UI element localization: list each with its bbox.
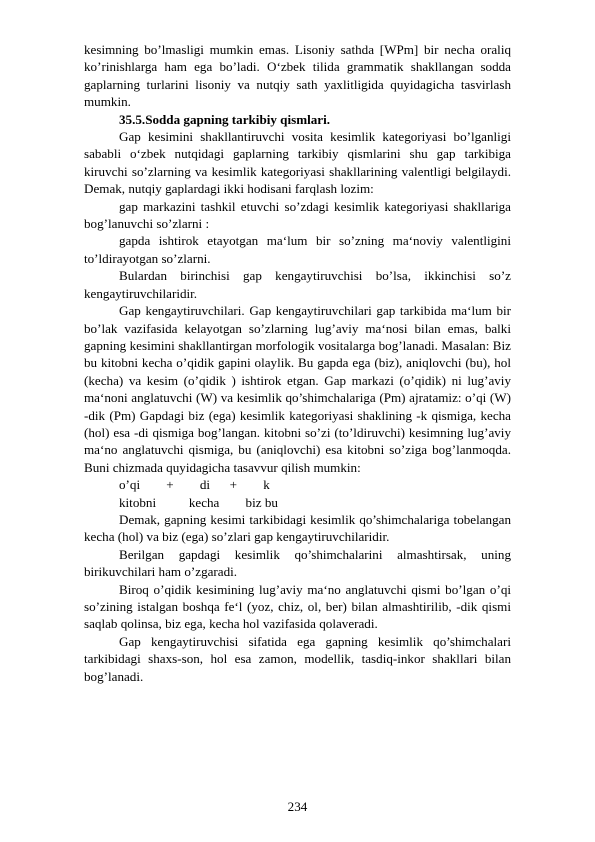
paragraph: Gap kengaytiruvchilari. Gap kengaytiruvchilari gap tarkibida ma‘lum bir bo’lak vazifasida kelayotgan so’zlarning lug’aviy ma‘nosi bilan emas, balki gapning kesimini shakllantirgan morfologik vositalarga bog’lanadi. Masalan: Biz bu kitobni kecha o’qidik gapini olaylik. Bu gapda ega (biz), aniqlovchi (bu), hol (kecha) va kesim (o’qidik ) ishtirok etgan. Gap markazi (o’qidik) ni lug’aviy ma‘noni anglatuvchi (W) va kesimlik qo’shimchalariga (Pm) ajratamiz: o’qi (W) -dik (Pm) Gapdagi biz (ega) kesimlik kategoriyasi shaklining -k qismiga, kecha (hol) esa -di qismiga bog’langan. kitobni so’zi (to’ldiruvchi) kesimning lug’aviy ma‘no anglatuvchi qismiga, bu (aniqlovchi) esa kitobni so’ziga bog’lanmoqda. Buni chizmada quyidagicha tasavvur qilish mumkin: bbox=[84, 303, 511, 475]
paragraph: gap markazini tashkil etuvchi so’zdagi kesimlik kategoriyasi shakllariga bog’lanuvchi so’zlarni : bbox=[84, 198, 511, 232]
page-body bbox=[84, 41, 511, 685]
section-heading: 35.5.Sodda gapning tarkibiy qismlari. bbox=[119, 111, 331, 127]
paragraph: Gap kesimini shakllantiruvchi vosita kesimlik kategoriyasi bo’lganligi sababli o‘zbek nutqidagi gaplarning tarkibiy qismlarini shu gap tarkibiga kiruvchi so’zlarning va kesimlik kategoriyasi shakllarining valentligi belgilaydi. Demak, nutqiy gaplardagi ikki hodisani farqlash lozim: bbox=[84, 129, 511, 197]
paragraph: Bulardan birinchisi gap kengaytiruvchisi bo’lsa, ikkinchisi so’z kengaytiruvchilaridir. bbox=[84, 268, 511, 301]
scheme-line-1: o’qi + di + k bbox=[119, 477, 270, 493]
scheme-line-2: kitobni kecha biz bu bbox=[119, 494, 278, 510]
paragraph: kesimning bo’lmasligi mumkin emas. Lisoniy sathda [WPm] bir necha oraliq ko’rinishlarga ham ega bo’ladi. O‘zbek tilida grammatik shakllangan sodda gaplarning turlarini lisoniy va nutqiy sath yaxlitligida quyidagicha tasvirlash mumkin. bbox=[84, 42, 511, 110]
paragraph: Berilgan gapdagi kesimlik qo’shimchalarini almashtirsak, uning birikuvchilari ham o’zgaradi. bbox=[84, 546, 511, 580]
paragraph: Gap kengaytiruvchisi sifatida ega gapning kesimlik qo’shimchalari tarkibidagi shaxs-son, hol esa zamon, modellik, tasdiq-inkor shakllari bilan bog’lanadi. bbox=[84, 633, 511, 684]
paragraph: Demak, gapning kesimi tarkibidagi kesimlik qo’shimchalariga tobelangan kecha (hol) va biz (ega) so’zlari gap kengaytiruvchilaridir. bbox=[84, 511, 511, 545]
paragraph: gapda ishtirok etayotgan ma‘lum bir so’zning ma‘noviy valentligini to’ldirayotgan so’zlarni. bbox=[84, 233, 511, 266]
page-number: 234 bbox=[287, 799, 308, 814]
paragraph: Biroq o’qidik kesimining lug’aviy ma‘no anglatuvchi qismi bo’lgan o’qi so’zining istalgan boshqa fe‘l (yoz, chiz, ol, ber) bilan almashtirilib, -dik qismi saqlab qolinsa, biz ega, kecha hol vazifasida qolaveradi. bbox=[84, 581, 511, 632]
